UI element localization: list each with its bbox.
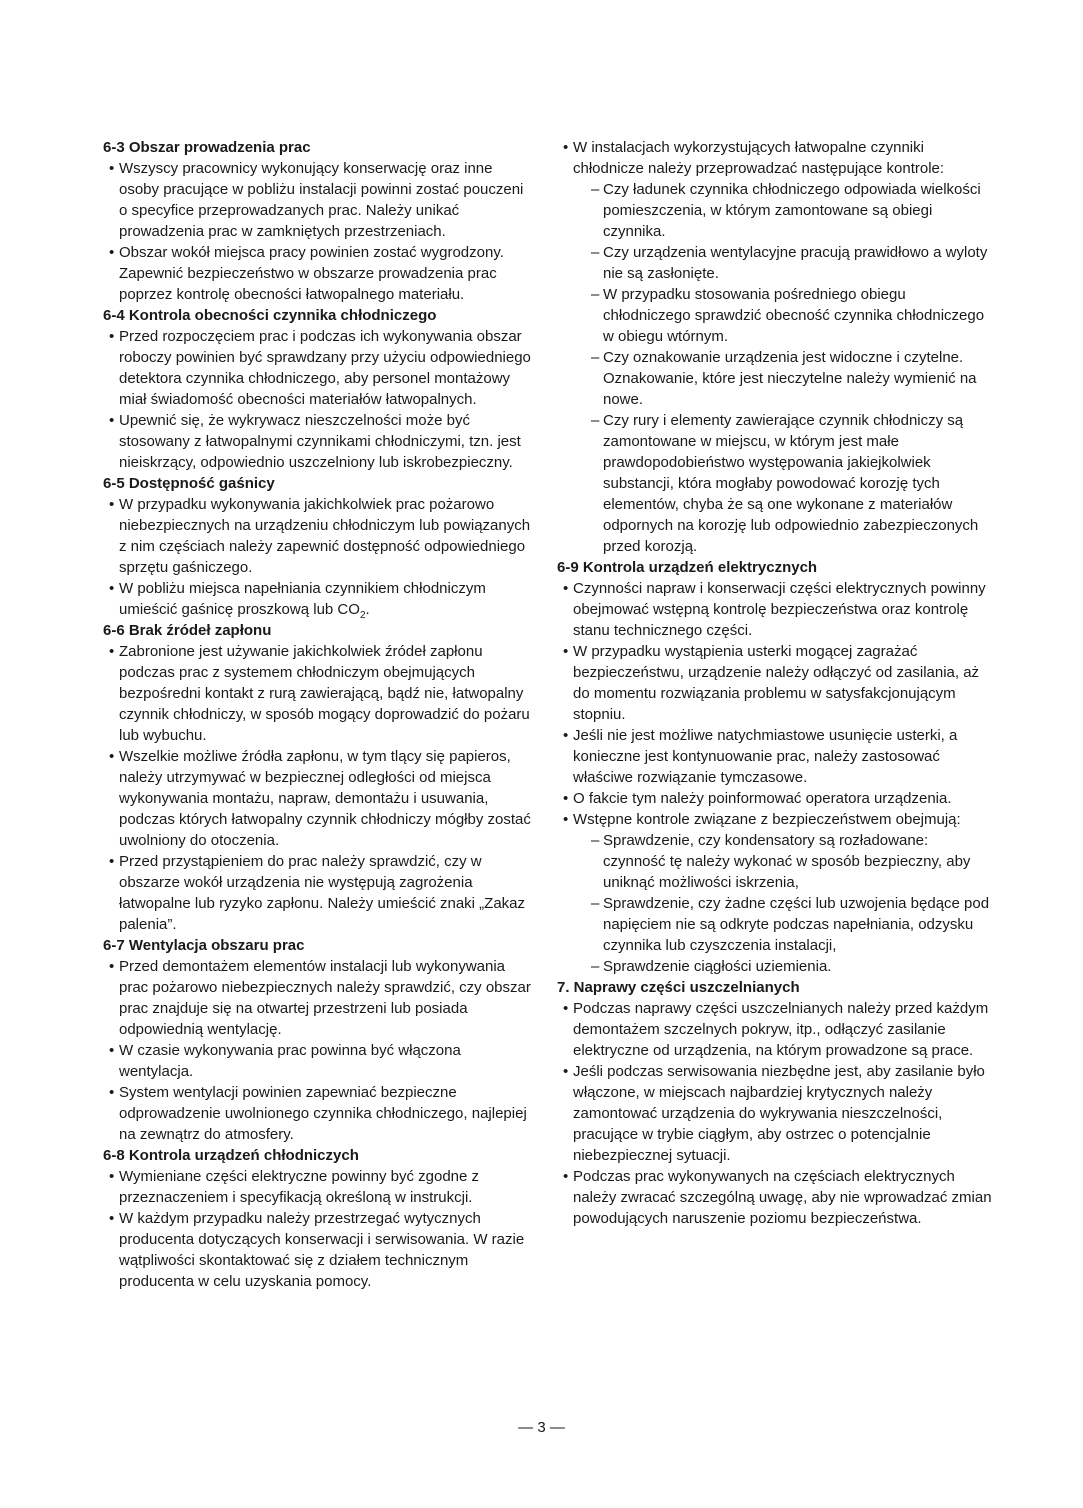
section-6-8-list xyxy=(103,1166,535,1292)
prelim-sublist xyxy=(573,830,993,977)
extinguisher-text: W pobliżu miejsca napełniania czynnikiem chłodniczym umieścić gaśnicę proszkową lub CO xyxy=(119,580,486,618)
section-6-8-heading: 6-8 Kontrola urządzeń chłodniczych xyxy=(103,1147,359,1164)
section-7-list xyxy=(557,998,993,1229)
bullet-item: • Wszelkie możliwe źródła zapłonu, w tym tlący się papieros, należy utrzymywać w bezpiecznej odległości od miejsca wykonywania montażu, napraw, demontażu i usuwania, podczas których łatwopalny czynnik chłodniczy mógłby zostać uwolniony do otoczenia. xyxy=(103,746,535,851)
bullet-item xyxy=(557,809,993,977)
section-7-heading: 7. Naprawy części uszczelnianych xyxy=(557,979,800,996)
bullet-item: • Jeśli podczas serwisowania niezbędne jest, aby zasilanie było włączone, w miejscach najbardziej krytycznych należy zamontować urządzenia do wykrywania nieszczelności, pracujące w trybie ciągłym, aby ostrzec o potencjalnie niebezpiecznej sytuacji. xyxy=(557,1061,993,1166)
bullet-item: • System wentylacji powinien zapewniać bezpieczne odprowadzenie uwolnionego czynnika chłodniczego, najlepiej na zewnątrz do atmosfery. xyxy=(103,1082,535,1145)
section-6-9-list xyxy=(557,578,993,977)
bullet-item: • Podczas naprawy części uszczelnianych należy przed każdym demontażem szczelnych pokryw, itp., odłączyć zasilanie elektryczne od urządzenia, na którym prowadzone są prace. xyxy=(557,998,993,1061)
bullet-item: • W przypadku wykonywania jakichkolwiek prac pożarowo niebezpiecznych na urządzeniu chłodniczym lub powiązanych z nim częściach należy zapewnić dostępność odpowiedniego sprzętu gaśniczego. xyxy=(103,494,535,578)
section-6-3-list xyxy=(103,158,535,305)
bullet-item: • Przed demontażem elementów instalacji lub wykonywania prac pożarowo niebezpiecznych należy sprawdzić, czy obszar prac znajduje się na otwartej przestrzeni lub posiada odpowiednią wentylację. xyxy=(103,956,535,1040)
section-6-5-heading: 6-5 Dostępność gaśnicy xyxy=(103,475,275,492)
dash-item: – Sprawdzenie ciągłości uziemienia. xyxy=(573,956,993,977)
section-6-4-list xyxy=(103,326,535,473)
section-6-7-heading: 6-7 Wentylacja obszaru prac xyxy=(103,937,305,954)
dash-item: – Czy ładunek czynnika chłodniczego odpowiada wielkości pomieszczenia, w którym zamontowane są obiegi czynnika. xyxy=(573,179,993,242)
dash-item: – Sprawdzenie, czy kondensatory są rozładowane: czynność tę należy wykonać w sposób bezpieczny, aby uniknąć możliwości iskrzenia, xyxy=(573,830,993,893)
section-6-9-heading: 6-9 Kontrola urządzeń elektrycznych xyxy=(557,559,818,576)
bullet-item xyxy=(103,578,535,620)
co2-subscript: 2 xyxy=(359,610,366,621)
dash-item: – W przypadku stosowania pośredniego obiegu chłodniczego sprawdzić obecność czynnika chłodniczego w obiegu wtórnym. xyxy=(573,284,993,347)
prelim-intro: Wstępne kontrole związane z bezpieczeństwem obejmują: xyxy=(573,811,961,828)
bullet-item: • Zabronione jest używanie jakichkolwiek źródeł zapłonu podczas prac z systemem chłodniczym obejmujących bezpośredni kontakt z rurą zawierającą, bądź nie, łatwopalny czynnik chłodniczy, w sposób mogący doprowadzić do pożaru lub wybuchu. xyxy=(103,641,535,746)
bullet-item: • Obszar wokół miejsca pracy powinien zostać wygrodzony. Zapewnić bezpieczeństwo w obszarze prowadzenia prac poprzez kontrolę obecności łatwopalnego materiału. xyxy=(103,242,535,305)
bullet-item: • W każdym przypadku należy przestrzegać wytycznych producenta dotyczących konserwacji i serwisowania. W razie wątpliwości skontaktować się z działem technicznym producenta w celu uzyskania pomocy. xyxy=(103,1208,535,1292)
bullet-item: • Podczas prac wykonywanych na częściach elektrycznych należy zwracać szczególną uwagę, aby nie wprowadzać zmian powodujących naruszenie poziomu bezpieczeństwa. xyxy=(557,1166,993,1229)
bullet-item: • W czasie wykonywania prac powinna być włączona wentylacja. xyxy=(103,1040,535,1082)
bullet-item: • O fakcie tym należy poinformować operatora urządzenia. xyxy=(557,788,993,809)
bullet-item: • Przed przystąpieniem do prac należy sprawdzić, czy w obszarze wokół urządzenia nie występują zagrożenia łatwopalne lub ryzyko zapłonu. Należy umieścić znaki „Zakaz palenia”. xyxy=(103,851,535,935)
section-6-7-list xyxy=(103,956,535,1145)
section-6-6-list xyxy=(103,641,535,935)
flammable-sublist xyxy=(573,179,993,557)
bullet-item xyxy=(557,137,993,557)
bullet-item: • Wszyscy pracownicy wykonujący konserwację oraz inne osoby pracujące w pobliżu instalacji powinni zostać pouczeni o specyfice przeprowadzanych prac. Należy unikać prowadzenia prac w zamkniętych przestrzeniach. xyxy=(103,158,535,242)
dash-item: – Czy oznakowanie urządzenia jest widoczne i czytelne. Oznakowanie, które jest nieczytelne należy wymienić na nowe. xyxy=(573,347,993,410)
bullet-item: • Czynności napraw i konserwacji części elektrycznych powinny obejmować wstępną kontrolę bezpieczeństwa oraz kontrolę stanu technicznego części. xyxy=(557,578,993,641)
flammable-intro: W instalacjach wykorzystujących łatwopalne czynniki chłodnicze należy przeprowadzać następujące kontrole: xyxy=(573,139,945,177)
bullet-item: • Przed rozpoczęciem prac i podczas ich wykonywania obszar roboczy powinien być sprawdzany przy użyciu odpowiedniego detektora czynnika chłodniczego, aby personel montażowy miał świadomość obecności materiałów łatwopalnych. xyxy=(103,326,535,410)
right-column xyxy=(557,137,993,1229)
section-6-6-heading: 6-6 Brak źródeł zapłonu xyxy=(103,622,272,639)
bullet-item: • Wymieniane części elektryczne powinny być zgodne z przeznaczeniem i specyfikacją określoną w instrukcji. xyxy=(103,1166,535,1208)
section-6-3-heading: 6-3 Obszar prowadzenia prac xyxy=(103,139,311,156)
sentence-end: . xyxy=(365,601,370,618)
left-column xyxy=(103,137,535,1292)
bullet-item: • W przypadku wystąpienia usterki mogącej zagrażać bezpieczeństwu, urządzenie należy odłączyć od zasilania, aż do momentu rozwiązania problemu w satysfakcjonującym stopniu. xyxy=(557,641,993,725)
bullet-item: • Jeśli nie jest możliwe natychmiastowe usunięcie usterki, a konieczne jest kontynuowanie prac, należy zastosować właściwe rozwiązanie tymczasowe. xyxy=(557,725,993,788)
bullet-item: • Upewnić się, że wykrywacz nieszczelności może być stosowany z łatwopalnymi czynnikami chłodniczymi, tzn. jest nieiskrzący, odpowiednio uszczelniony lub iskrobezpieczny. xyxy=(103,410,535,473)
flammable-checks-list xyxy=(557,137,993,557)
section-6-5-list xyxy=(103,494,535,620)
dash-item: – Czy urządzenia wentylacyjne pracują prawidłowo a wyloty nie są zasłonięte. xyxy=(573,242,993,284)
page-number: — 3 — xyxy=(518,1419,565,1436)
dash-item: – Czy rury i elementy zawierające czynnik chłodniczy są zamontowane w miejscu, w którym jest małe prawdopodobieństwo występowania jakiejkolwiek substancji, która mogłaby powodować korozję tych elementów, chyba że są one wykonane z materiałów odpornych na korozję lub odpowiednio zabezpieczonych przed korozją. xyxy=(573,410,993,557)
dash-item: – Sprawdzenie, czy żadne części lub uzwojenia będące pod napięciem nie są odkryte podczas napełniania, odzysku czynnika lub czyszczenia instalacji, xyxy=(573,893,993,956)
section-6-4-heading: 6-4 Kontrola obecności czynnika chłodniczego xyxy=(103,307,437,324)
